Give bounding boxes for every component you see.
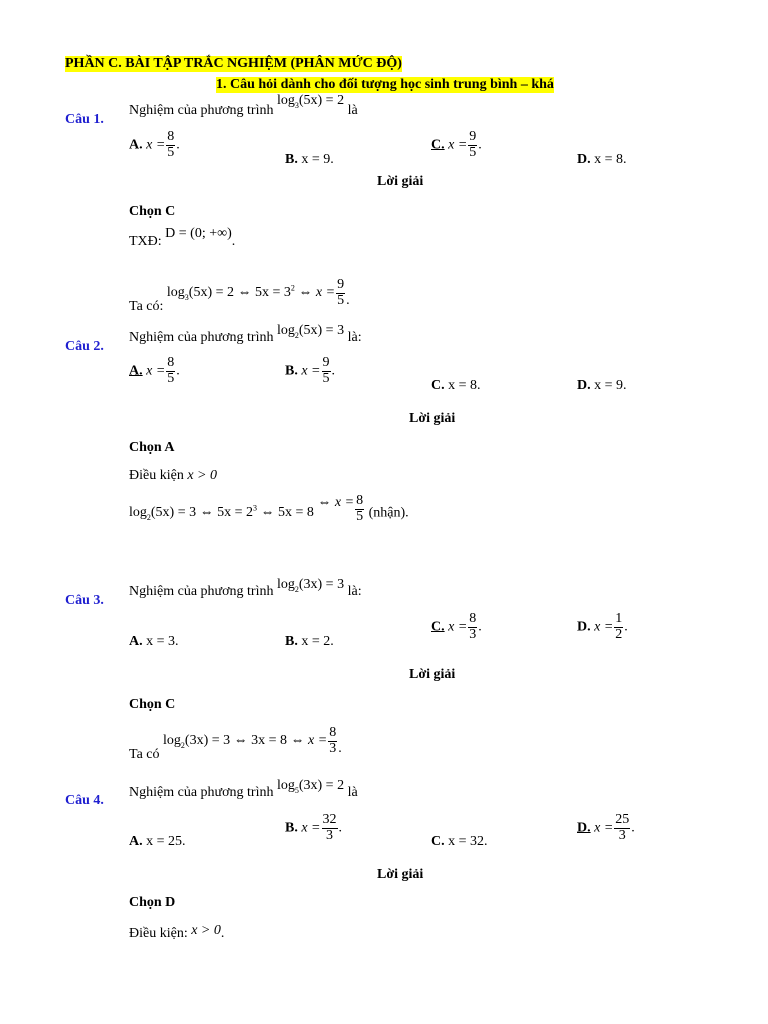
option-c: C. x = 8. [431, 378, 481, 393]
question-stem: Nghiệm của phương trình $\log_2(5x) = 3$ là: [129, 323, 362, 345]
solution-heading: Lời giải [377, 867, 424, 882]
fraction: $\frac{8}{5}$ [167, 355, 175, 386]
option-b: B. x = 2. [285, 634, 334, 649]
chosen-answer: Chọn A [129, 440, 175, 455]
question-stem: Nghiệm của phương trình $\log_5(3x) = 2$ là [129, 778, 358, 800]
fraction: $\frac{8}{5}$ [356, 493, 364, 524]
section-title: PHẦN C. BÀI TẬP TRẮC NGHIỆM (PHÂN MỨC ĐỘ) [65, 56, 402, 71]
option-a: A. x = $\frac{8}{5}$ . [129, 355, 180, 386]
option-a: A. x = 25. [129, 834, 186, 849]
domain-line: TXĐ: D = (0; +∞). [129, 226, 236, 249]
option-c: C. x = $\frac{8}{3}$ . [431, 611, 482, 642]
question-stem: Nghiệm của phương trình $\log_3(5x) = 2$ là [129, 93, 358, 118]
question-number: Câu 4. [65, 793, 104, 808]
equation: $\log_2(5x) = 3$ [276, 323, 345, 340]
fraction: $\frac{8}{3}$ [329, 725, 337, 756]
option-b: B. x = $\frac{32}{3}$ . [285, 812, 343, 843]
fraction: $\frac{9}{5}$ [469, 129, 477, 160]
equation: $\log_5(3x) = 2$ [276, 778, 345, 795]
chosen-answer: Chọn C [129, 697, 176, 712]
condition-line: Điều kiện: x > 0. [129, 923, 225, 941]
question-stem: Nghiệm của phương trình $\log_2(3x) = 3$ là: [129, 577, 362, 599]
option-c: C. x = $\frac{9}{5}$ . [431, 129, 482, 160]
option-d: D. x = $\frac{1}{2}$ . [577, 611, 628, 642]
condition-line: Điều kiện x > 0 [129, 468, 217, 483]
option-a: A. x = $\frac{8}{5}$ . [129, 129, 180, 160]
section-subtitle: 1. Câu hỏi dành cho đối tượng học sinh trung bình – khá [216, 77, 554, 92]
option-b: B. x = $\frac{9}{5}$ . [285, 355, 336, 386]
option-a: A. x = 3. [129, 634, 179, 649]
fraction: $\frac{9}{5}$ [322, 355, 330, 386]
option-d: D. x = 8. [577, 152, 627, 167]
fraction: $\frac{25}{3}$ [615, 812, 630, 843]
fraction: $\frac{8}{3}$ [469, 611, 477, 642]
equation: $\log_3(5x) = 2$ [276, 93, 345, 110]
question-number: Câu 1. [65, 112, 104, 127]
work-line: $\log_2(5x) = 3$ ⇔ $5x = 2^3$ ⇔ 5x = 8 ⇔ x = $\frac{8}{5}$ (nhận). [129, 493, 409, 524]
question-number: Câu 2. [65, 339, 104, 354]
fraction: $\frac{9}{5}$ [337, 277, 345, 308]
solution-heading: Lời giải [409, 411, 456, 426]
option-b: B. x = 9. [285, 152, 334, 167]
option-d: D. x = $\frac{25}{3}$ . [577, 812, 635, 843]
equation: $\log_2(3x) = 3$ [276, 577, 345, 594]
fraction: $\frac{1}{2}$ [615, 611, 623, 642]
work-line: Ta có: $\log_3(5x) = 2$ ⇔ $5x = 3^2$ ⇔ x = $\frac{9}{5}$ . [129, 277, 350, 315]
work-line: Ta có $\log_2(3x) = 3$ ⇔ 3x = 8 ⇔ x = $\frac{8}{3}$ . [129, 725, 342, 763]
chosen-answer: Chọn C [129, 204, 176, 219]
question-number: Câu 3. [65, 593, 104, 608]
solution-heading: Lời giải [409, 667, 456, 682]
option-c: C. x = 32. [431, 834, 488, 849]
chosen-answer: Chọn D [129, 895, 176, 910]
option-d: D. x = 9. [577, 378, 627, 393]
fraction: $\frac{8}{5}$ [167, 129, 175, 160]
fraction: $\frac{32}{3}$ [322, 812, 337, 843]
solution-heading: Lời giải [377, 174, 424, 189]
